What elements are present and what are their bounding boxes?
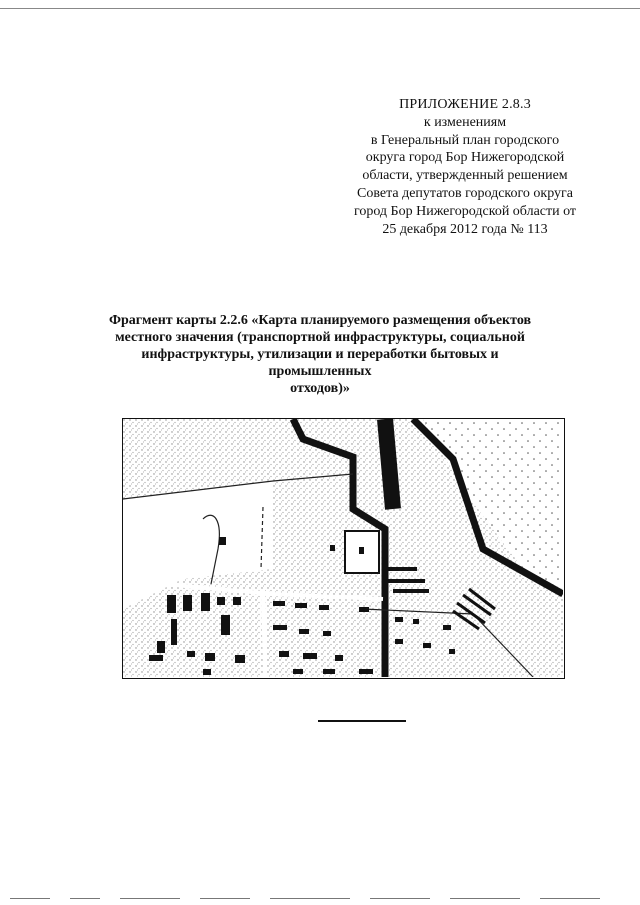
scan-top-edge bbox=[0, 8, 640, 9]
map-title bbox=[100, 312, 540, 397]
appendix-line: 25 декабря 2012 года № 113 bbox=[382, 221, 548, 237]
appendix-line: к изменениям bbox=[423, 114, 507, 130]
title-line: местного значения (транспортной инфраструктуры, социальной bbox=[115, 330, 525, 345]
facility-building bbox=[359, 547, 364, 554]
appendix-heading: ПРИЛОЖЕНИЕ 2.8.3 bbox=[399, 97, 531, 112]
map-fragment bbox=[122, 418, 565, 679]
main-road bbox=[385, 419, 393, 509]
title-line: отходов)» bbox=[290, 381, 350, 396]
appendix-line: город Бор Нижегородской области от bbox=[353, 203, 577, 219]
map-drawing bbox=[123, 419, 563, 677]
appendix-line: области, утвержденный решением bbox=[362, 168, 568, 184]
appendix-line: округа город Бор Нижегородской bbox=[365, 150, 565, 166]
end-rule bbox=[318, 720, 406, 722]
appendix-block bbox=[330, 96, 600, 238]
title-line: инфраструктуры, утилизации и переработки бытовых и промышленных bbox=[141, 347, 499, 379]
title-line: Фрагмент карты 2.2.6 «Карта планируемого размещения объектов bbox=[108, 313, 532, 328]
scan-bottom-edge bbox=[0, 896, 640, 902]
appendix-line: Совета депутатов городского округа bbox=[357, 185, 573, 201]
appendix-line: в Генеральный план городского bbox=[370, 132, 560, 148]
street bbox=[263, 589, 265, 677]
